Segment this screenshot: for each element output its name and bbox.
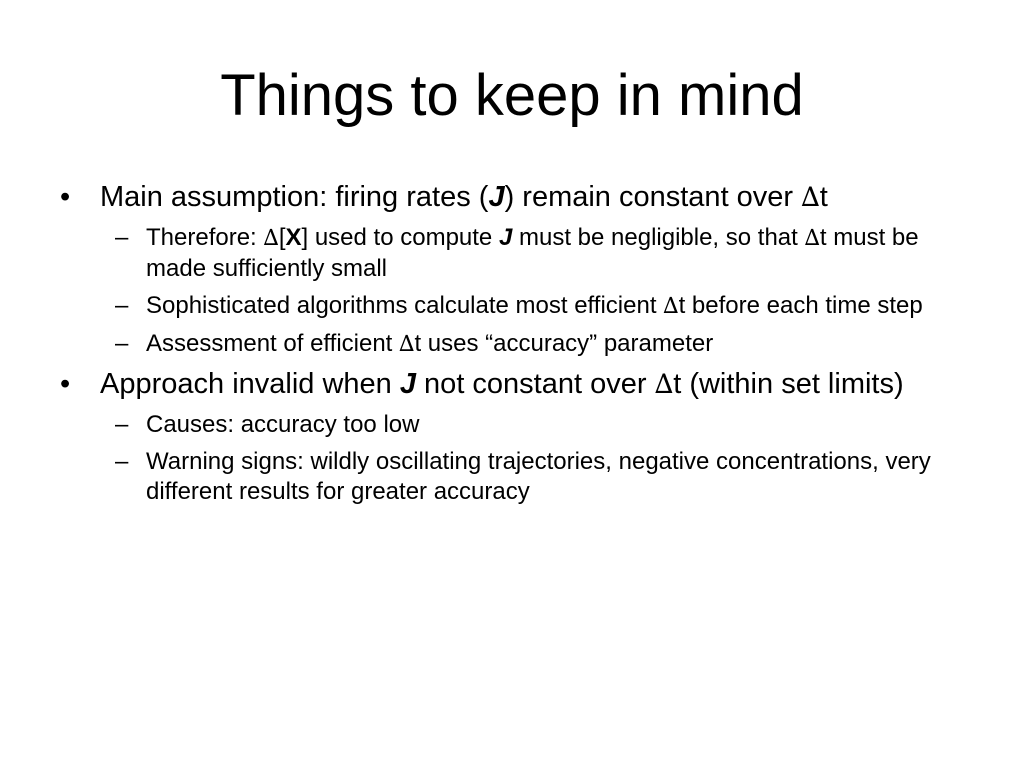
symbol-j: J: [488, 181, 505, 213]
text-run: must be negligible, so that: [512, 224, 805, 251]
text-run: t (within set limits): [673, 368, 904, 400]
subbullet-sophisticated-algorithms: [58, 291, 968, 322]
delta-symbol: ∆: [663, 294, 679, 319]
text-run: Approach invalid when: [100, 368, 400, 400]
delta-symbol: ∆: [804, 226, 820, 251]
subbullet-therefore: [58, 223, 968, 284]
text-run: Sophisticated algorithms calculate most efficient: [146, 292, 664, 319]
bullet-icon: •: [60, 181, 71, 213]
dash-icon: –: [115, 411, 129, 438]
subbullet-assessment: [58, 329, 968, 360]
dash-icon: –: [115, 330, 129, 357]
text-run: Causes: accuracy too low: [146, 411, 420, 438]
text-run: t must be made sufficiently small: [146, 224, 919, 282]
slide-title: Things to keep in mind: [220, 63, 804, 128]
text-run: [: [278, 224, 286, 251]
bullet-icon: •: [60, 368, 71, 400]
text-run: Assessment of efficient: [146, 330, 400, 357]
text-run: not constant over: [416, 368, 655, 400]
bullet-main-assumption: [58, 180, 968, 215]
text-run: Therefore:: [146, 224, 264, 251]
text-run: t before each time step: [678, 292, 923, 319]
delta-symbol: ∆: [399, 332, 415, 357]
subbullet-causes: [58, 410, 968, 440]
symbol-j: J: [399, 368, 416, 400]
text-run: t uses “accuracy” parameter: [414, 330, 714, 357]
dash-icon: –: [115, 224, 129, 251]
text-run: t: [819, 181, 828, 213]
delta-symbol: ∆: [263, 226, 279, 251]
delta-symbol: ∆: [801, 182, 820, 213]
text-run: ] used to compute: [301, 224, 499, 251]
delta-symbol: ∆: [654, 369, 674, 400]
text-run: Warning signs: wildly oscillating trajectories, negative concentrations, very different results for greater accuracy: [146, 448, 931, 505]
symbol-x: X: [285, 224, 302, 251]
bullet-approach-invalid: [58, 367, 968, 402]
dash-icon: –: [115, 292, 129, 319]
slide-body: [58, 180, 968, 514]
text-run: ) remain constant over: [504, 181, 802, 213]
text-run: Main assumption: firing rates (: [100, 181, 489, 213]
subbullet-warning-signs: [58, 447, 968, 507]
dash-icon: –: [115, 448, 129, 475]
symbol-j: J: [498, 224, 513, 251]
